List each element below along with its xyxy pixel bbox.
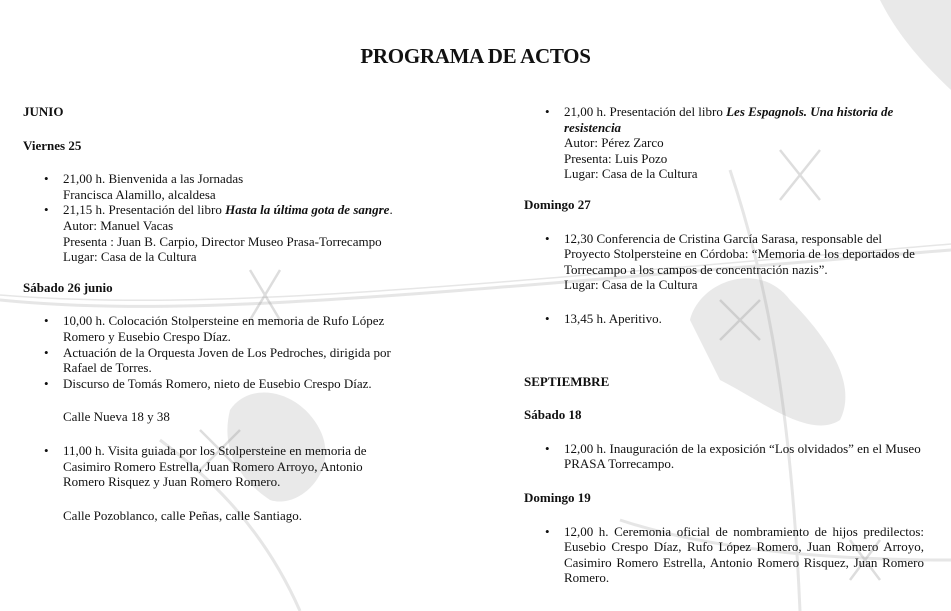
month-heading-septiembre: SEPTIEMBRE xyxy=(524,373,610,389)
month-heading-junio: JUNIO xyxy=(23,104,64,119)
list-item: • 21,15 h. Presentación del libro Hasta la última gota de sangre. Autor: Manuel Vacas Presenta : Juan B. Carpio, Director Museo Prasa-Torrecampo Lugar: Casa de la Cultura xyxy=(63,202,463,264)
event-list-visita xyxy=(23,443,403,490)
day-heading-viernes-25: Viernes 25 xyxy=(23,137,82,153)
list-item: • 12,00 h. Inauguración de la exposición “Los olvidados” en el Museo PRASA Torrecampo. xyxy=(564,441,924,472)
event-list-sabado-18 xyxy=(524,441,924,472)
list-item: • 12,00 h. Ceremonia oficial de nombramiento de hijos predilectos: Eusebio Crespo Díaz, Rufo López Romero, Juan Romero Arroyo, Casimiro Romero Estrella, Antonio Romero Risquez, Juan Romero Romero. xyxy=(564,524,924,586)
list-item: • 11,00 h. Visita guiada por los Stolpersteine en memoria de Casimiro Romero Estrella, Juan Romero Arroyo, Antonio Romero Risquez y Juan Romero Romero. xyxy=(63,443,403,490)
day-heading-domingo-27: Domingo 27 xyxy=(524,196,591,212)
event-list-aperitivo xyxy=(524,311,924,327)
list-item: • 13,45 h. Aperitivo. xyxy=(564,311,924,327)
list-item: • 21,00 h. Bienvenida a las Jornadas Francisca Alamillo, alcaldesa xyxy=(63,171,463,202)
left-column xyxy=(23,104,463,523)
event-list-sabado-26 xyxy=(23,313,423,391)
event-list-viernes-25 xyxy=(23,171,463,265)
day-heading-sabado-26: Sábado 26 junio xyxy=(23,279,113,295)
list-item: • 12,30 Conferencia de Cristina García Sarasa, responsable del Proyecto Stolpersteine en Córdoba: “Memoria de los deportados de Torrecampo a los campos de concentración nazis”. Lugar: Casa de la Cultura xyxy=(564,231,924,293)
page-title: PROGRAMA DE ACTOS xyxy=(360,44,591,68)
day-heading-sabado-18: Sábado 18 xyxy=(524,407,582,423)
right-column xyxy=(524,104,924,586)
day-heading-domingo-19: Domingo 19 xyxy=(524,489,591,505)
event-list-domingo-27 xyxy=(524,231,924,293)
list-item: • 10,00 h. Colocación Stolpersteine en memoria de Rufo López Romero y Eusebio Crespo Díaz. xyxy=(63,313,423,344)
event-list-continued xyxy=(524,104,924,182)
list-item: • 21,00 h. Presentación del libro Les Espagnols. Una historia de resistencia Autor: Pérez Zarco Presenta: Luis Pozo Lugar: Casa de la Cultura xyxy=(564,104,924,182)
book-title: Les Espagnols. Una historia de resistencia xyxy=(564,104,894,135)
list-item: • Discurso de Tomás Romero, nieto de Eusebio Crespo Díaz. xyxy=(63,376,423,392)
list-item: • Actuación de la Orquesta Joven de Los Pedroches, dirigida por Rafael de Torres. xyxy=(63,345,423,376)
location-text: Calle Nueva 18 y 38 xyxy=(63,409,170,425)
location-text: Calle Pozoblanco, calle Peñas, calle Santiago. xyxy=(63,507,302,523)
book-title: Hasta la última gota de sangre xyxy=(225,202,390,218)
event-list-domingo-19 xyxy=(524,524,924,586)
